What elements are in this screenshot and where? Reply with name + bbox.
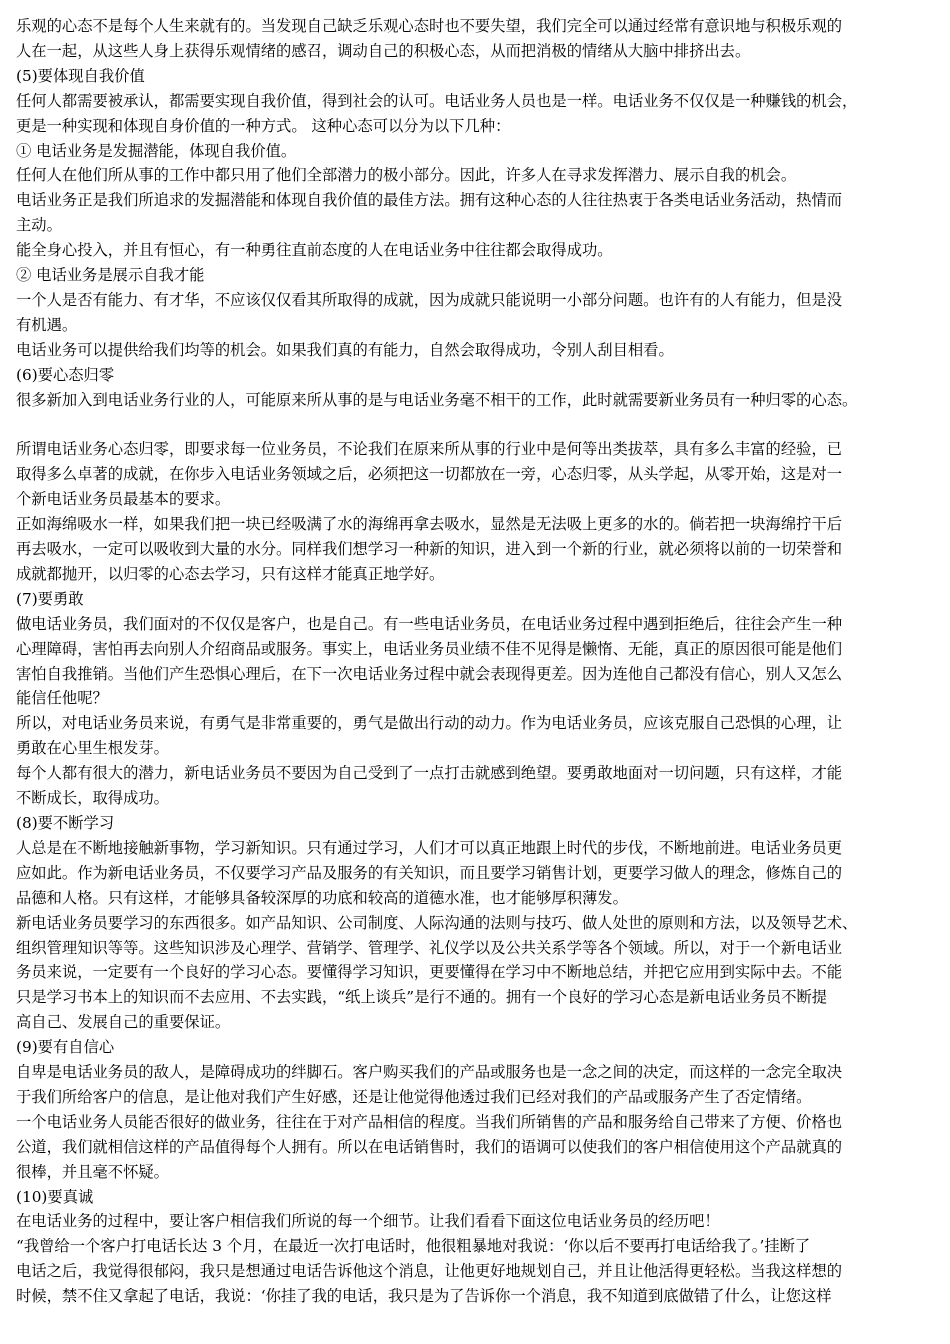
- text-line: 做电话业务员，我们面对的不仅仅是客户，也是自己。有一些电话业务员，在电话业务过程中遇到拒绝后，往往会产生一种: [16, 614, 843, 633]
- text-line: 再去吸水，一定可以吸收到大量的水分。同样我们想学习一种新的知识，进入到一个新的行业，就必须将以前的一切荣誉和: [16, 540, 843, 559]
- text-line: 很棒，并且毫不怀疑。: [16, 1162, 169, 1181]
- text-line: (5)要体现自我价值: [16, 66, 145, 85]
- text-line: 取得多么卓著的成就，在你步入电话业务领域之后，必须把这一切都放在一旁，心态归零，从头学起，从零开始，这是对一: [16, 465, 843, 484]
- text-line: 务员来说，一定要有一个良好的学习心态。要懂得学习知识，更要懂得在学习中不断地总结，并把它应用到实际中去。不能: [16, 963, 843, 982]
- text-line: 勇敢在心里生根发芽。: [16, 739, 169, 758]
- text-line: 电话业务正是我们所追求的发掘潜能和体现自我价值的最佳方法。拥有这种心态的人往往热衷于各类电话业务活动，热情而: [16, 191, 843, 210]
- text-line: [16, 413, 934, 438]
- text-line: 害怕自我推销。当他们产生恐惧心理后，在下一次电话业务过程中就会表现得更差。因为连他自己都没有信心，别人又怎么: [16, 664, 843, 683]
- text-line: 个新电话业务员最基本的要求。: [16, 490, 231, 509]
- text-line: 主动。: [16, 216, 62, 235]
- text-line: “我曾给一个客户打电话长达 3 个月，在最近一次打电话时，他很粗暴地对我说：‘你以后不要再打电话给我了。’挂断了: [16, 1237, 811, 1256]
- text-line: 任何人在他们所从事的工作中都只用了他们全部潜力的极小部分。因此，许多人在寻求发挥潜力、展示自我的机会。: [16, 166, 797, 185]
- text-line: 在电话业务的过程中，要让客户相信我们所说的每一个细节。让我们看看下面这位电话业务员的经历吧！: [16, 1212, 720, 1231]
- text-line: 任何人都需要被承认，都需要实现自我价值，得到社会的认可。电话业务人员也是一样。电话业务不仅仅是一种赚钱的机会，: [16, 91, 858, 110]
- text-line: 心理障碍，害怕再去向别人介绍商品或服务。事实上，电话业务员业绩不佳不见得是懒惰、无能，真正的原因很可能是他们: [16, 639, 843, 658]
- text-line: (9)要有自信心: [16, 1038, 115, 1057]
- text-line: 更是一种实现和体现自身价值的一种方式。 这种心态可以分为以下几种：: [16, 116, 511, 135]
- text-line: (8)要不断学习: [16, 813, 115, 832]
- text-line: (6)要心态归零: [16, 365, 115, 384]
- text-line: 品德和人格。只有这样，才能够具备较深厚的功底和较高的道德水准，也才能够厚积薄发。: [16, 888, 628, 907]
- text-line: 时候，禁不住又拿起了电话，我说：‘你挂了我的电话，我只是为了告诉你一个消息，我不知道到底做错了什么，让您这样: [16, 1287, 832, 1306]
- text-line: 电话之后，我觉得很郁闷，我只是想通过电话告诉他这个消息，让他更好地规划自己，并且让他活得更轻松。当我这样想的: [16, 1262, 843, 1281]
- text-line: 人在一起，从这些人身上获得乐观情绪的感召，调动自己的积极心态，从而把消极的情绪从大脑中排挤出去。: [16, 41, 751, 60]
- text-line: ① 电话业务是发掘潜能，体现自我价值。: [16, 141, 297, 160]
- text-line: 正如海绵吸水一样，如果我们把一块已经吸满了水的海绵再拿去吸水，显然是无法吸上更多的水的。倘若把一块海绵拧干后: [16, 515, 843, 534]
- text-line: 人总是在不断地接触新事物，学习新知识。只有通过学习，人们才可以真正地跟上时代的步伐，不断地前进。电话业务员更: [16, 838, 843, 857]
- text-line: 自卑是电话业务员的敌人，是障碍成功的绊脚石。客户购买我们的产品或服务也是一念之间的决定，而这样的一念完全取决: [16, 1063, 843, 1082]
- text-line: 公道，我们就相信这样的产品值得每个人拥有。所以在电话销售时，我们的语调可以使我们的客户相信使用这个产品就真的: [16, 1137, 843, 1156]
- text-line: 能信任他呢？: [16, 689, 108, 708]
- text-line: 新电话业务员要学习的东西很多。如产品知识、公司制度、人际沟通的法则与技巧、做人处世的原则和方法，以及领导艺术、: [16, 913, 858, 932]
- text-line: 组织管理知识等等。这些知识涉及心理学、营销学、管理学、礼仪学以及公共关系学等各个领域。所以，对于一个新电话业: [16, 938, 843, 957]
- text-line: 每个人都有很大的潜力，新电话业务员不要因为自己受到了一点打击就感到绝望。要勇敢地面对一切问题，只有这样，才能: [16, 764, 843, 783]
- text-line: (7)要勇敢: [16, 589, 84, 608]
- text-line: 应如此。作为新电话业务员，不仅要学习产品及服务的有关知识，而且要学习销售计划，更要学习做人的理念，修炼自己的: [16, 863, 843, 882]
- text-line: 电话业务可以提供给我们均等的机会。如果我们真的有能力，自然会取得成功，令别人刮目相看。: [16, 340, 674, 359]
- text-line: 于我们所给客户的信息，是让他对我们产生好感，还是让他觉得他透过我们已经对我们的产品或服务产生了否定情绪。: [16, 1087, 812, 1106]
- text-line: 有机遇。: [16, 315, 78, 334]
- text-line: ② 电话业务是展示自我才能: [16, 266, 205, 285]
- text-line: 所谓电话业务心态归零，即要求每一位业务员，不论我们在原来所从事的行业中是何等出类拔萃，具有多么丰富的经验，已: [16, 440, 843, 459]
- text-line: 能全身心投入，并且有恒心，有一种勇往直前态度的人在电话业务中往往都会取得成功。: [16, 241, 613, 260]
- text-line: 成就都抛开，以归零的心态去学习，只有这样才能真正地学好。: [16, 564, 445, 583]
- text-line: 高自己、发展自己的重要保证。: [16, 1013, 231, 1032]
- text-line: 一个电话业务人员能否很好的做业务，往往在于对产品相信的程度。当我们所销售的产品和服务给自己带来了方便、价格也: [16, 1112, 843, 1131]
- text-line: 不断成长，取得成功。: [16, 789, 169, 808]
- text-line: 很多新加入到电话业务行业的人，可能原来所从事的是与电话业务毫不相干的工作，此时就需要新业务员有一种归零的心态。: [16, 390, 858, 409]
- text-line: (10)要真诚: [16, 1187, 94, 1206]
- text-line: 所以，对电话业务员来说，有勇气是非常重要的，勇气是做出行动的动力。作为电话业务员，应该克服自己恐惧的心理，让: [16, 714, 843, 733]
- text-line: 一个人是否有能力、有才华，不应该仅仅看其所取得的成就，因为成就只能说明一小部分问题。也许有的人有能力，但是没: [16, 290, 843, 309]
- text-line: 只是学习书本上的知识而不去应用、不去实践，“纸上谈兵”是行不通的。拥有一个良好的学习心态是新电话业务员不断提: [16, 988, 828, 1007]
- text-line: 乐观的心态不是每个人生来就有的。当发现自己缺乏乐观心态时也不要失望，我们完全可以通过经常有意识地与积极乐观的: [16, 17, 843, 35]
